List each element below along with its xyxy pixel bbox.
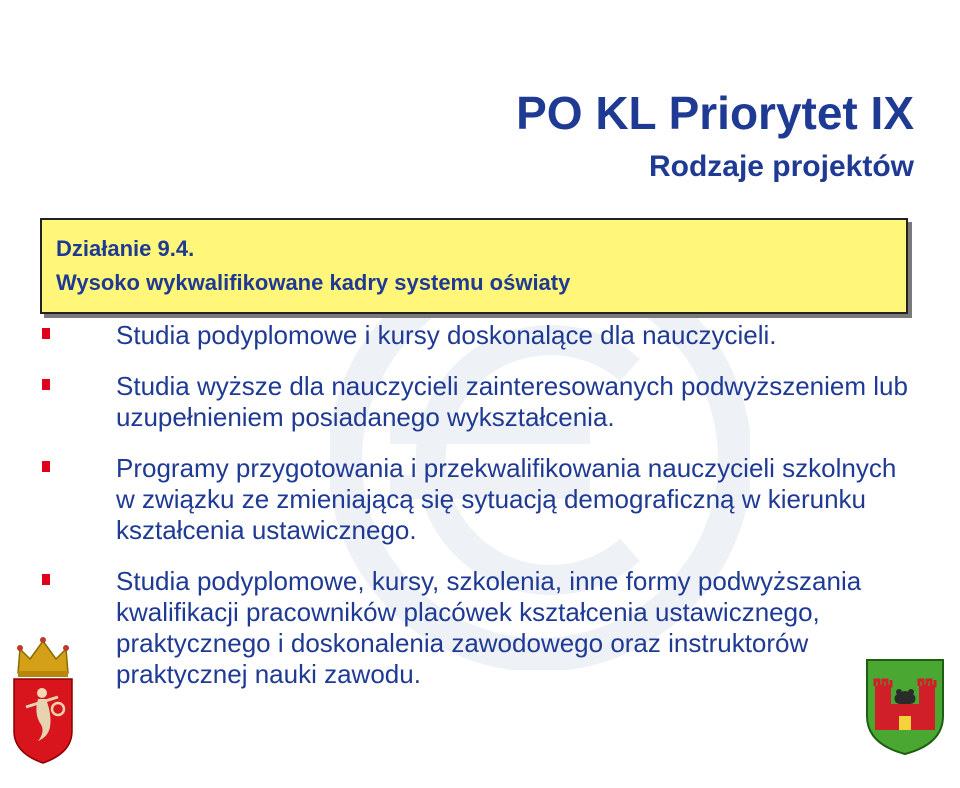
- page-title: PO KL Priorytet IX: [516, 87, 914, 139]
- warsaw-coat-of-arms-icon: [10, 635, 76, 765]
- bullet-icon: [42, 379, 50, 390]
- list-item: [40, 371, 920, 433]
- list-item-text: Studia wyższe dla nauczycieli zainteresowanych podwyższeniem lub uzupełnieniem posiadanego wykształcenia.: [116, 371, 908, 432]
- action-number: Działanie 9.4.: [56, 236, 195, 261]
- project-types-list: [40, 320, 920, 710]
- bullet-icon: [42, 461, 50, 472]
- list-item: [40, 320, 920, 351]
- bullet-icon: [42, 574, 50, 585]
- list-item-text: Studia podyplomowe i kursy doskonalące dla nauczycieli.: [116, 320, 777, 350]
- list-item-text: Programy przygotowania i przekwalifikowania nauczycieli szkolnych w związku ze zmieniającą się sytuacją demograficzną w kierunku kształcenia ustawicznego.: [116, 453, 897, 545]
- page-subtitle: Rodzaje projektów: [648, 150, 914, 183]
- action-title: Wysoko wykwalifikowane kadry systemu oświaty: [56, 270, 571, 295]
- list-item: [40, 566, 920, 690]
- bullet-icon: [42, 328, 50, 339]
- castle-bear-coat-of-arms-icon: [863, 656, 947, 756]
- list-item: [40, 453, 920, 546]
- action-box: [40, 218, 908, 314]
- list-item-text: Studia podyplomowe, kursy, szkolenia, inne formy podwyższania kwalifikacji pracowników placówek kształcenia ustawicznego, praktycznego i doskonalenia zawodowego oraz instruktorów praktycznej nauki zawodu.: [116, 566, 862, 689]
